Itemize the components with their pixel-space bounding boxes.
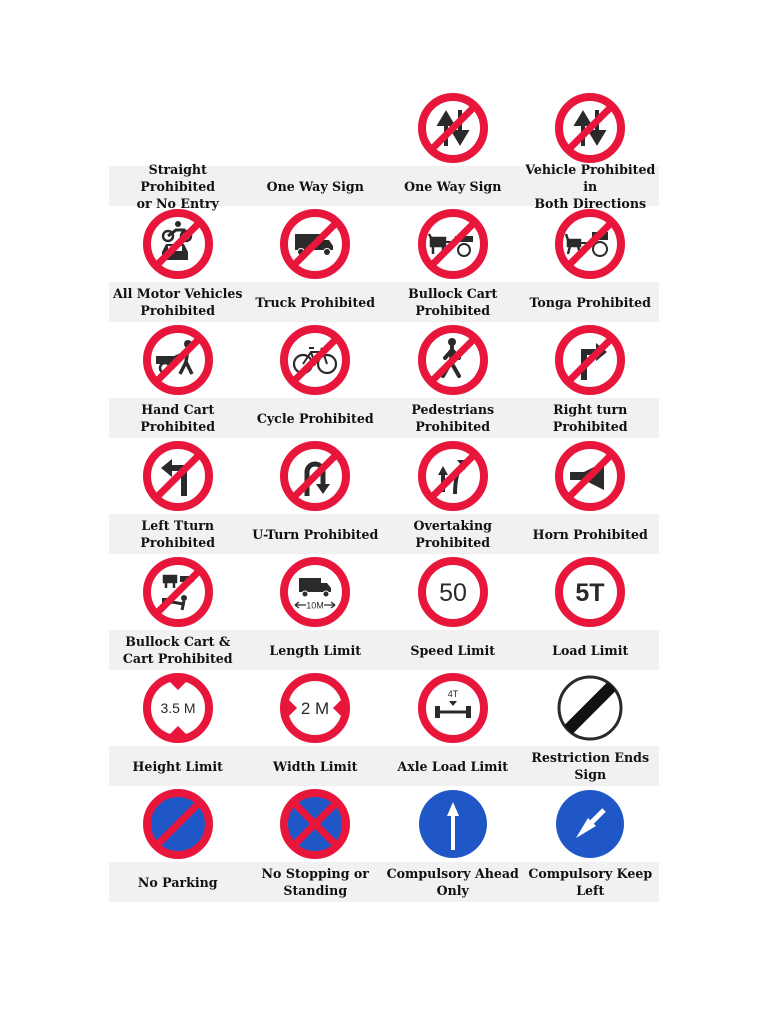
- sign-row: [109, 322, 659, 398]
- sign-cell: [522, 438, 660, 514]
- no-parking-icon: [142, 788, 214, 860]
- traffic-sign-chart: [109, 90, 659, 902]
- left-turn-arrow-icon: [142, 440, 214, 512]
- axle-load-text: 4T: [447, 689, 459, 699]
- label-row: [109, 862, 659, 902]
- sign-cell: [247, 670, 385, 746]
- no-stopping-icon: [279, 788, 351, 860]
- sign-cell: [247, 554, 385, 630]
- keep-left-arrow-icon: [554, 788, 626, 860]
- label-row: [109, 398, 659, 438]
- sign-label: Pedestrians Prohibited: [411, 402, 495, 434]
- bullock-cart-icon: [417, 208, 489, 280]
- u-turn-arrow-icon: [279, 440, 351, 512]
- sign-slot-empty: [247, 90, 385, 166]
- one-way-arrows-icon: [417, 92, 489, 164]
- sign-row: [109, 786, 659, 862]
- sign-label: Speed Limit: [410, 642, 496, 658]
- sign-label: No Stopping or Standing: [261, 866, 369, 898]
- load-limit-icon: [554, 556, 626, 628]
- sign-cell: [247, 206, 385, 282]
- motor-vehicles-icon: [142, 208, 214, 280]
- length-limit-text: 10M: [306, 600, 325, 611]
- sign-label: Overtaking Prohibited: [413, 518, 492, 550]
- sign-label: Compulsory Keep Left: [528, 866, 653, 898]
- speed-limit-text: 50: [438, 579, 467, 607]
- sign-cell: [384, 670, 522, 746]
- sign-label: Width Limit: [273, 758, 358, 774]
- label-row: [109, 746, 659, 786]
- sign-slot-empty: [109, 90, 247, 166]
- sign-cell: [109, 206, 247, 282]
- pedestrian-icon: [417, 324, 489, 396]
- sign-cell: [247, 438, 385, 514]
- sign-cell: [109, 438, 247, 514]
- label-row: [109, 630, 659, 670]
- sign-label: Straight Prohibited or No Entry: [136, 161, 219, 211]
- sign-label: Bullock Cart Prohibited: [408, 286, 498, 318]
- sign-cell: [384, 90, 522, 166]
- sign-cell: [384, 786, 522, 862]
- width-limit-text: 2 M: [301, 699, 330, 718]
- label-row: [109, 282, 659, 322]
- truck-icon: [279, 208, 351, 280]
- tonga-icon: [554, 208, 626, 280]
- sign-cell: [522, 206, 660, 282]
- sign-label: All Motor Vehicles Prohibited: [113, 286, 243, 318]
- sign-label: No Parking: [137, 874, 218, 890]
- sign-label: Cycle Prohibited: [256, 410, 374, 426]
- sign-label: Vehicle Prohibited in Both Directions: [525, 161, 656, 211]
- sign-label: Bullock Cart & Cart Prohibited: [122, 634, 233, 666]
- sign-label: Hand Cart Prohibited: [140, 402, 216, 434]
- sign-cell: [384, 438, 522, 514]
- sign-cell: [522, 670, 660, 746]
- sign-label: Tonga Prohibited: [529, 294, 651, 310]
- sign-label: One Way Sign: [266, 178, 364, 194]
- load-limit-text: 5T: [575, 579, 605, 607]
- label-row: [109, 514, 659, 554]
- sign-cell: [522, 786, 660, 862]
- height-limit-icon: [142, 672, 214, 744]
- sign-label: Left Tturn Prohibited: [140, 518, 216, 550]
- horn-icon: [554, 440, 626, 512]
- restriction-ends-icon: [554, 672, 626, 744]
- sign-label: Height Limit: [132, 758, 223, 774]
- sign-cell: [522, 554, 660, 630]
- sign-cell: [109, 554, 247, 630]
- sign-label: U-Turn Prohibited: [252, 526, 379, 542]
- length-limit-truck-icon: [279, 556, 351, 628]
- sign-cell: [384, 206, 522, 282]
- sign-cell: [109, 786, 247, 862]
- sign-label: Horn Prohibited: [532, 526, 648, 542]
- right-turn-arrow-icon: [554, 324, 626, 396]
- overtaking-arrows-icon: [417, 440, 489, 512]
- sign-label: Length Limit: [269, 642, 362, 658]
- sign-label: One Way Sign: [404, 178, 502, 194]
- label-row: [109, 161, 659, 211]
- sign-cell: [522, 322, 660, 398]
- sign-cell: [384, 322, 522, 398]
- two-way-arrows-icon: [554, 92, 626, 164]
- sign-cell: [247, 322, 385, 398]
- sign-row: [109, 554, 659, 630]
- sign-cell: [247, 786, 385, 862]
- sign-cell: [522, 90, 660, 166]
- sign-cell: [384, 554, 522, 630]
- bullock-and-hand-cart-icon: [142, 556, 214, 628]
- sign-label: Axle Load Limit: [397, 758, 509, 774]
- sign-label: Load Limit: [552, 642, 629, 658]
- width-limit-icon: [279, 672, 351, 744]
- sign-label: Compulsory Ahead Only: [386, 866, 519, 898]
- sign-cell: [109, 670, 247, 746]
- speed-limit-icon: [417, 556, 489, 628]
- ahead-arrow-icon: [417, 788, 489, 860]
- sign-label: Restriction Ends Sign: [531, 750, 650, 782]
- axle-load-icon: [417, 672, 489, 744]
- sign-cell: [109, 322, 247, 398]
- bicycle-icon: [279, 324, 351, 396]
- sign-row: [109, 90, 659, 166]
- sign-row: [109, 206, 659, 282]
- sign-row: [109, 438, 659, 514]
- sign-row: [109, 670, 659, 746]
- height-limit-text: 3.5 M: [160, 700, 196, 716]
- sign-label: Right turn Prohibited: [552, 402, 628, 434]
- sign-label: Truck Prohibited: [255, 294, 376, 310]
- hand-cart-icon: [142, 324, 214, 396]
